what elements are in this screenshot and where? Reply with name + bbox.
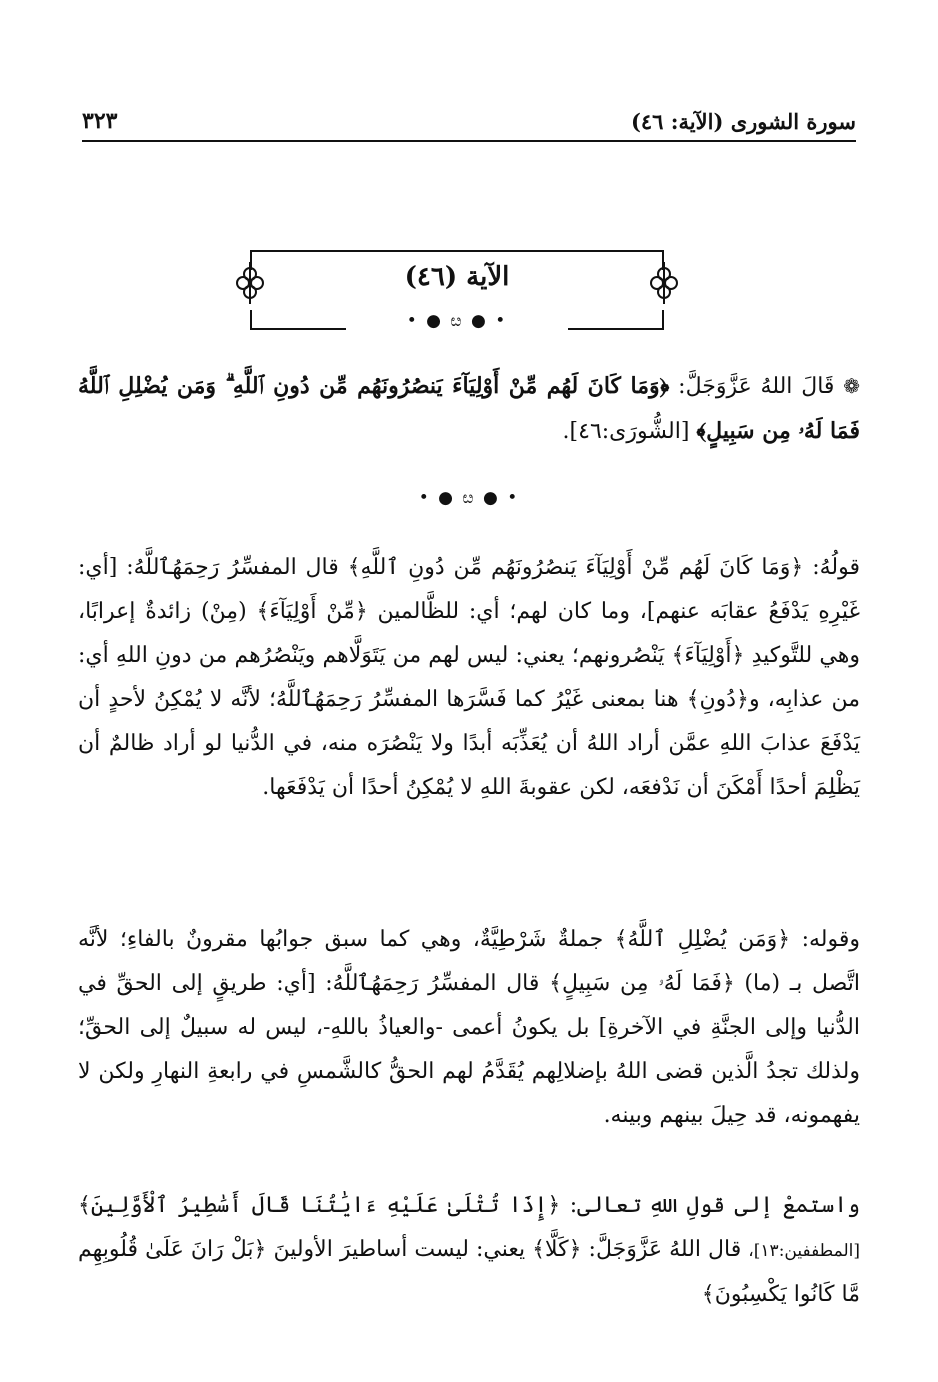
- page-number: ٣٢٣: [82, 108, 118, 134]
- surah-title: سورة الشورى (الآية: ٤٦): [630, 109, 856, 134]
- verse-intro: [78, 364, 860, 454]
- paragraph-3-start: واستمعْ إلى قولِ اللهِ تعالى: ﴿إِذَا تُتْلَىٰ عَلَيْهِ ءَايَٰتُنَا قَالَ أَسَٰطِيرُ ٱلْأَوَّلِينَ﴾: [78, 1193, 860, 1218]
- paragraph-3-reference: [المطففين:١٣]،: [748, 1241, 860, 1261]
- divider-ornament: • ● ೞ ● •: [406, 311, 508, 331]
- ayah-heading: الآية (٤٦): [404, 262, 510, 292]
- paragraph-3-end: قال اللهُ عَزَّوَجَلَّ: ﴿كَلَّا﴾ يعني: ليست أساطيرَ الأولينَ ﴿بَلْ رَانَ عَلَىٰ قُلُوبِهِم مَّا كَانُوا يَكْسِبُونَ﴾: [78, 1237, 860, 1307]
- tafsir-paragraph-1: قولُهُ: ﴿وَمَا كَانَ لَهُم مِّنْ أَوْلِيَآءَ يَنصُرُونَهُم مِّن دُونِ ٱللَّهِ﴾ قال المفسِّرُ رَحِمَهُٱللَّهُ: [أي: غَيْرِهِ يَدْفَعُ عقابَه عنهم]، وما كان لهم؛ أي: للظَّالمين ﴿مِّنْ أَوْلِيَآءَ﴾ (مِنْ) زائدةٌ إعرابًا، وهي للتَّوكيدِ ﴿أَوْلِيَآءَ﴾ يَنْصُرونهم؛ يعني: ليس لهم من يَتَوَلَّاهم ويَنْصُرُهم من دونِ اللهِ أي: من عذابِه، و﴿دُونِ﴾ هنا بمعنى غَيْرُ كما فَسَّرَها المفسِّرُ رَحِمَهُٱللَّهُ؛ لأنَّه لا يُمْكِنُ لأحدٍ أن يَدْفَعَ عذابَ اللهِ عمَّن أراد اللهُ أن يُعَذِّبَه أبدًا ولا يَنْصُرَه منه، في الدُّنيا لو أراد ظالمٌ أن يَظْلِمَ أحدًا أَمْكَنَ أن نَدْفعَه، لكن عقوبةَ اللهِ لا يُمْكِنُ أحدًا أن يَدْفَعَها.: [78, 555, 861, 800]
- tafsir-paragraph-3: [78, 1184, 860, 1317]
- verse-reference: [الشُّورَى:٤٦].: [562, 419, 690, 444]
- ayah-heading-frame: [250, 250, 664, 330]
- intro-lead: قَالَ اللهُ عَزَّوَجَلَّ:: [678, 374, 835, 399]
- flower-ornament-icon: ❁: [843, 374, 860, 398]
- quran-verse: ﴿وَمَا كَانَ لَهُم مِّنْ أَوْلِيَآءَ يَنصُرُونَهُم مِّن دُونِ ٱللَّهِ ۗ وَمَن يُضْلِلِ ٱللَّهُ فَمَا لَهُۥ مِن سَبِيلٍ﴾: [78, 373, 860, 444]
- page-header: [82, 98, 856, 142]
- tafsir-paragraph-2: وقوله: ﴿وَمَن يُضْلِلِ ٱللَّهُ﴾ جملةٌ شَرْطِيَّةٌ، وهي كما سبق جوابُها مقرونٌ بالفاءِ؛ لأنَّه اتَّصل بـ (ما) ﴿فَمَا لَهُۥ مِن سَبِيلٍ﴾ قال المفسِّرُ رَحِمَهُٱللَّهُ: [أي: طريقٍ إلى الحقِّ في الدُّنيا وإلى الجنَّةِ في الآخرةِ] بل يكونُ أعمى -والعياذُ باللهِ-، ليس له سبيلٌ إلى الحقِّ؛ ولذلك تجدُ الَّذين قضى اللهُ بإضلالِهم يُقَدَّمُ لهم الحقُّ كالشَّمسِ في رابعةِ النهارِ ولكن لا يفهمونه، قد حِيلَ بينهم وبينه.: [78, 927, 860, 1128]
- section-divider: • ● ೞ ● •: [418, 488, 520, 508]
